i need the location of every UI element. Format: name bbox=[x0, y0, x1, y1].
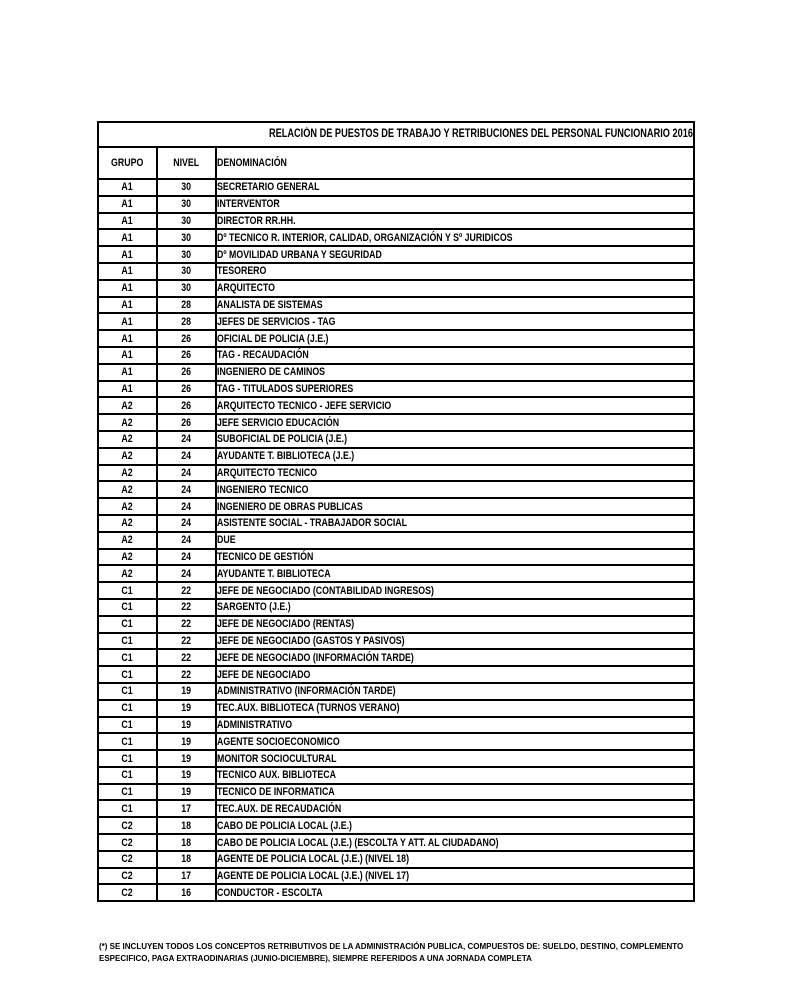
nivel-cell: 28 bbox=[158, 298, 217, 315]
nivel-cell: 30 bbox=[158, 214, 217, 231]
table-title bbox=[99, 123, 695, 148]
nivel-cell: 19 bbox=[158, 734, 217, 751]
grupo-cell: C1 bbox=[99, 768, 158, 785]
grupo-cell: A1 bbox=[99, 382, 158, 399]
grupo-cell: A2 bbox=[99, 466, 158, 483]
denominacion-cell: SECRETARIO GENERAL bbox=[217, 180, 695, 197]
grupo-cell: A1 bbox=[99, 281, 158, 298]
table-row bbox=[99, 533, 695, 550]
denominacion-cell: ADMINISTRATIVO (INFORMACIÓN TARDE) bbox=[217, 684, 695, 701]
nivel-cell: 19 bbox=[158, 768, 217, 785]
grupo-cell: A1 bbox=[99, 314, 158, 331]
nivel-cell: 30 bbox=[158, 281, 217, 298]
denominacion-cell: DUE bbox=[217, 533, 695, 550]
nivel-cell: 30 bbox=[158, 264, 217, 281]
table-row bbox=[99, 415, 695, 432]
table-row bbox=[99, 516, 695, 533]
table-row bbox=[99, 449, 695, 466]
grupo-cell: C1 bbox=[99, 751, 158, 768]
grupo-cell: C1 bbox=[99, 785, 158, 802]
table-row bbox=[99, 482, 695, 499]
nivel-cell: 26 bbox=[158, 415, 217, 432]
denominacion-cell: JEFE DE NEGOCIADO (GASTOS Y PASIVOS) bbox=[217, 634, 695, 651]
denominacion-cell: CONDUCTOR - ESCOLTA bbox=[217, 885, 695, 902]
denominacion-cell: TEC.AUX. DE RECAUDACIÓN bbox=[217, 801, 695, 818]
nivel-cell: 24 bbox=[158, 533, 217, 550]
table-row bbox=[99, 634, 695, 651]
table-row bbox=[99, 667, 695, 684]
denominacion-cell: TECNICO DE INFORMATICA bbox=[217, 785, 695, 802]
column-header-grupo: GRUPO bbox=[99, 148, 158, 180]
table-header-row bbox=[99, 148, 695, 180]
grupo-cell: C2 bbox=[99, 885, 158, 902]
grupo-cell: A2 bbox=[99, 482, 158, 499]
table-row bbox=[99, 314, 695, 331]
denominacion-cell: TECNICO DE GESTIÓN bbox=[217, 550, 695, 567]
grupo-cell: A1 bbox=[99, 298, 158, 315]
table-row bbox=[99, 214, 695, 231]
denominacion-cell: JEFE DE NEGOCIADO (INFORMACIÓN TARDE) bbox=[217, 650, 695, 667]
grupo-cell: A1 bbox=[99, 365, 158, 382]
grupo-cell: C1 bbox=[99, 734, 158, 751]
column-header-nivel: NIVEL bbox=[158, 148, 217, 180]
table-row bbox=[99, 617, 695, 634]
nivel-cell: 24 bbox=[158, 499, 217, 516]
table-row bbox=[99, 650, 695, 667]
grupo-cell: A2 bbox=[99, 566, 158, 583]
nivel-cell: 26 bbox=[158, 331, 217, 348]
table-row bbox=[99, 818, 695, 835]
grupo-cell: C2 bbox=[99, 852, 158, 869]
grupo-cell: A1 bbox=[99, 331, 158, 348]
nivel-cell: 30 bbox=[158, 247, 217, 264]
table-row bbox=[99, 365, 695, 382]
grupo-cell: C2 bbox=[99, 835, 158, 852]
denominacion-cell: JEFE DE NEGOCIADO (CONTABILIDAD INGRESOS) bbox=[217, 583, 695, 600]
footnote-line-2: ESPECIFICO, PAGA EXTRAODINARIAS (JUNIO-DICIEMBRE), SIEMPRE REFERIDOS A UNA JORNADA COMPLETA bbox=[99, 953, 532, 963]
denominacion-cell: ASISTENTE SOCIAL - TRABAJADOR SOCIAL bbox=[217, 516, 695, 533]
denominacion-cell: AGENTE DE POLICIA LOCAL (J.E.) (NIVEL 17) bbox=[217, 869, 695, 886]
table-row bbox=[99, 835, 695, 852]
nivel-cell: 22 bbox=[158, 650, 217, 667]
nivel-cell: 17 bbox=[158, 869, 217, 886]
table-row bbox=[99, 785, 695, 802]
grupo-cell: A1 bbox=[99, 197, 158, 214]
grupo-cell: A2 bbox=[99, 550, 158, 567]
table-row bbox=[99, 583, 695, 600]
denominacion-cell: AYUDANTE T. BIBLIOTECA bbox=[217, 566, 695, 583]
nivel-cell: 26 bbox=[158, 382, 217, 399]
nivel-cell: 17 bbox=[158, 801, 217, 818]
table-row bbox=[99, 718, 695, 735]
nivel-cell: 26 bbox=[158, 365, 217, 382]
denominacion-cell: TECNICO AUX. BIBLIOTECA bbox=[217, 768, 695, 785]
footnote-line-1: (*) SE INCLUYEN TODOS LOS CONCEPTOS RETRIBUTIVOS DE LA ADMINISTRACIÓN PUBLICA, COMPUESTOS DE: SUELDO, DESTINO, COMPLEMENTO bbox=[99, 942, 684, 951]
denominacion-cell: CABO DE POLICIA LOCAL (J.E.) (ESCOLTA Y ATT. AL CIUDADANO) bbox=[217, 835, 695, 852]
nivel-cell: 22 bbox=[158, 667, 217, 684]
grupo-cell: A1 bbox=[99, 230, 158, 247]
grupo-cell: C2 bbox=[99, 869, 158, 886]
table-row bbox=[99, 499, 695, 516]
denominacion-cell: ADMINISTRATIVO bbox=[217, 718, 695, 735]
table-row bbox=[99, 230, 695, 247]
table-row bbox=[99, 684, 695, 701]
denominacion-cell: ARQUITECTO TECNICO bbox=[217, 466, 695, 483]
nivel-cell: 18 bbox=[158, 835, 217, 852]
table-row bbox=[99, 180, 695, 197]
table-row bbox=[99, 869, 695, 886]
table-row bbox=[99, 885, 695, 902]
nivel-cell: 30 bbox=[158, 180, 217, 197]
grupo-cell: C1 bbox=[99, 634, 158, 651]
denominacion-cell: TEC.AUX. BIBLIOTECA (TURNOS VERANO) bbox=[217, 701, 695, 718]
nivel-cell: 22 bbox=[158, 634, 217, 651]
table-row bbox=[99, 398, 695, 415]
denominacion-cell: MONITOR SOCIOCULTURAL bbox=[217, 751, 695, 768]
grupo-cell: C1 bbox=[99, 701, 158, 718]
denominacion-cell: INGENIERO DE OBRAS PUBLICAS bbox=[217, 499, 695, 516]
grupo-cell: A1 bbox=[99, 348, 158, 365]
nivel-cell: 24 bbox=[158, 566, 217, 583]
denominacion-cell: CABO DE POLICIA LOCAL (J.E.) bbox=[217, 818, 695, 835]
table-title-text: RELACIÓN DE PUESTOS DE TRABAJO Y RETRIBUCIONES DEL PERSONAL FUNCIONARIO 2016 bbox=[269, 128, 694, 141]
nivel-cell: 24 bbox=[158, 550, 217, 567]
grupo-cell: C1 bbox=[99, 600, 158, 617]
table-row bbox=[99, 298, 695, 315]
positions-table bbox=[97, 121, 695, 902]
grupo-cell: C1 bbox=[99, 801, 158, 818]
nivel-cell: 26 bbox=[158, 348, 217, 365]
denominacion-cell: ANALISTA DE SISTEMAS bbox=[217, 298, 695, 315]
nivel-cell: 30 bbox=[158, 197, 217, 214]
table-row bbox=[99, 801, 695, 818]
grupo-cell: A1 bbox=[99, 180, 158, 197]
denominacion-cell: JEFE DE NEGOCIADO (RENTAS) bbox=[217, 617, 695, 634]
footnote bbox=[99, 941, 683, 964]
denominacion-cell: OFICIAL DE POLICIA (J.E.) bbox=[217, 331, 695, 348]
denominacion-cell: AYUDANTE T. BIBLIOTECA (J.E.) bbox=[217, 449, 695, 466]
grupo-cell: C1 bbox=[99, 650, 158, 667]
denominacion-cell: SUBOFICIAL DE POLICIA (J.E.) bbox=[217, 432, 695, 449]
grupo-cell: A2 bbox=[99, 499, 158, 516]
nivel-cell: 30 bbox=[158, 230, 217, 247]
nivel-cell: 19 bbox=[158, 718, 217, 735]
denominacion-cell: SARGENTO (J.E.) bbox=[217, 600, 695, 617]
nivel-cell: 26 bbox=[158, 398, 217, 415]
nivel-cell: 19 bbox=[158, 701, 217, 718]
table-row bbox=[99, 852, 695, 869]
nivel-cell: 22 bbox=[158, 600, 217, 617]
table-row bbox=[99, 768, 695, 785]
grupo-cell: C1 bbox=[99, 617, 158, 634]
denominacion-cell: AGENTE SOCIOECONOMICO bbox=[217, 734, 695, 751]
nivel-cell: 22 bbox=[158, 583, 217, 600]
denominacion-cell: Dº MOVILIDAD URBANA Y SEGURIDAD bbox=[217, 247, 695, 264]
denominacion-cell: TAG - RECAUDACIÓN bbox=[217, 348, 695, 365]
table-row bbox=[99, 348, 695, 365]
grupo-cell: A2 bbox=[99, 516, 158, 533]
grupo-cell: A1 bbox=[99, 264, 158, 281]
table-row bbox=[99, 247, 695, 264]
nivel-cell: 24 bbox=[158, 466, 217, 483]
grupo-cell: A1 bbox=[99, 247, 158, 264]
table-row bbox=[99, 550, 695, 567]
nivel-cell: 16 bbox=[158, 885, 217, 902]
nivel-cell: 28 bbox=[158, 314, 217, 331]
grupo-cell: A2 bbox=[99, 432, 158, 449]
denominacion-cell: JEFE SERVICIO EDUCACIÓN bbox=[217, 415, 695, 432]
table-body bbox=[99, 180, 695, 902]
nivel-cell: 24 bbox=[158, 449, 217, 466]
grupo-cell: C1 bbox=[99, 667, 158, 684]
grupo-cell: A2 bbox=[99, 398, 158, 415]
table-row bbox=[99, 197, 695, 214]
denominacion-cell: Dº TECNICO R. INTERIOR, CALIDAD, ORGANIZACIÓN Y Sº JURIDICOS bbox=[217, 230, 695, 247]
grupo-cell: C1 bbox=[99, 583, 158, 600]
table-row bbox=[99, 331, 695, 348]
grupo-cell: A2 bbox=[99, 449, 158, 466]
nivel-cell: 19 bbox=[158, 684, 217, 701]
nivel-cell: 19 bbox=[158, 785, 217, 802]
denominacion-cell: INGENIERO TECNICO bbox=[217, 482, 695, 499]
denominacion-cell: INTERVENTOR bbox=[217, 197, 695, 214]
table-row bbox=[99, 566, 695, 583]
denominacion-cell: INGENIERO DE CAMINOS bbox=[217, 365, 695, 382]
grupo-cell: A2 bbox=[99, 415, 158, 432]
denominacion-cell: ARQUITECTO TECNICO - JEFE SERVICIO bbox=[217, 398, 695, 415]
denominacion-cell: AGENTE DE POLICIA LOCAL (J.E.) (NIVEL 18) bbox=[217, 852, 695, 869]
table-row bbox=[99, 600, 695, 617]
denominacion-cell: JEFE DE NEGOCIADO bbox=[217, 667, 695, 684]
table-row bbox=[99, 432, 695, 449]
nivel-cell: 18 bbox=[158, 818, 217, 835]
nivel-cell: 24 bbox=[158, 482, 217, 499]
grupo-cell: C1 bbox=[99, 718, 158, 735]
table-row bbox=[99, 751, 695, 768]
grupo-cell: A1 bbox=[99, 214, 158, 231]
nivel-cell: 19 bbox=[158, 751, 217, 768]
table-row bbox=[99, 734, 695, 751]
denominacion-cell: DIRECTOR RR.HH. bbox=[217, 214, 695, 231]
denominacion-cell: TESORERO bbox=[217, 264, 695, 281]
nivel-cell: 22 bbox=[158, 617, 217, 634]
denominacion-cell: ARQUITECTO bbox=[217, 281, 695, 298]
grupo-cell: C2 bbox=[99, 818, 158, 835]
grupo-cell: C1 bbox=[99, 684, 158, 701]
table-row bbox=[99, 281, 695, 298]
nivel-cell: 18 bbox=[158, 852, 217, 869]
table-row bbox=[99, 264, 695, 281]
table-row bbox=[99, 382, 695, 399]
nivel-cell: 24 bbox=[158, 516, 217, 533]
nivel-cell: 24 bbox=[158, 432, 217, 449]
table-row bbox=[99, 701, 695, 718]
column-header-denominacion: DENOMINACIÓN bbox=[217, 148, 695, 180]
table-row bbox=[99, 466, 695, 483]
denominacion-cell: TAG - TITULADOS SUPERIORES bbox=[217, 382, 695, 399]
denominacion-cell: JEFES DE SERVICIOS - TAG bbox=[217, 314, 695, 331]
table-title-row bbox=[99, 123, 695, 148]
grupo-cell: A2 bbox=[99, 533, 158, 550]
